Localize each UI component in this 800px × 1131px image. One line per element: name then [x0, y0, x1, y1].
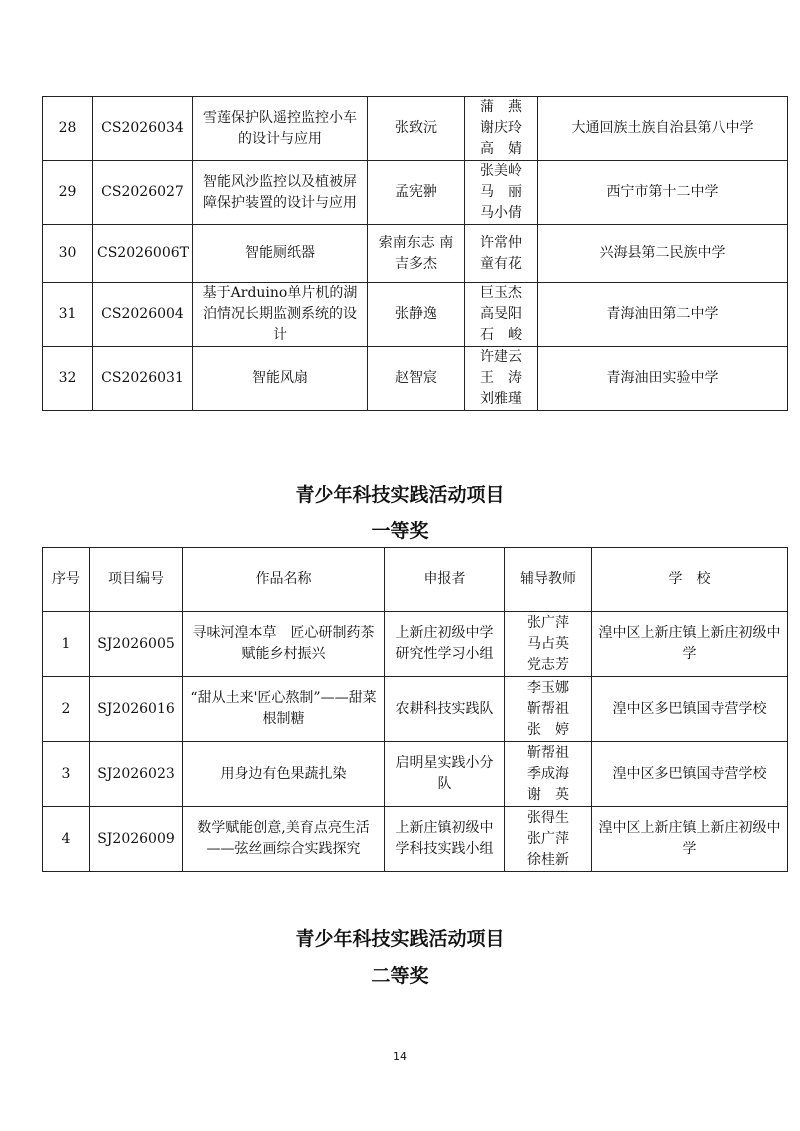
- table-row: [43, 97, 788, 161]
- applicant: 孟宪翀: [368, 161, 465, 225]
- school: 湟中区多巴镇国寺营学校: [592, 677, 788, 742]
- teacher: 马小倩: [480, 205, 522, 221]
- school: 青海油田实验中学: [538, 347, 788, 411]
- teacher: 靳帮祖: [527, 744, 569, 761]
- teacher: 谢 英: [527, 786, 569, 803]
- header-teachers: 辅导教师: [505, 548, 592, 612]
- project-title: 雪莲保护队遥控监控小车的设计与应用: [193, 97, 368, 161]
- first-prize-table: [42, 547, 788, 872]
- teachers: [505, 677, 592, 742]
- teacher: 季成海: [527, 765, 569, 782]
- row-number: 28: [43, 97, 93, 161]
- teacher: 谢庆玲: [480, 120, 522, 136]
- teacher: 徐桂新: [527, 851, 569, 868]
- teacher: 张美岭: [480, 163, 522, 179]
- teacher: 石 峻: [480, 327, 522, 343]
- project-code: CS2026034: [93, 97, 193, 161]
- applicant: 上新庄镇初级中学科技实践小组: [385, 807, 505, 872]
- table-row: [43, 612, 788, 677]
- teacher: 张广萍: [527, 830, 569, 847]
- project-code: SJ2026005: [90, 612, 183, 677]
- school: 湟中区上新庄镇上新庄初级中学: [592, 612, 788, 677]
- teacher: 许建云: [480, 349, 522, 365]
- teachers: [465, 283, 538, 347]
- row-number: 29: [43, 161, 93, 225]
- header-applicant: 申报者: [385, 548, 505, 612]
- teacher: 高 婧: [480, 141, 522, 157]
- section-title: 青少年科技实践活动项目: [295, 928, 505, 950]
- teacher: 蒲 燕: [480, 99, 522, 115]
- project-title: 数学赋能创意,美育点亮生活——弦丝画综合实践探究: [183, 807, 385, 872]
- teachers: [465, 161, 538, 225]
- teacher: 王 涛: [480, 370, 522, 386]
- award-level: 二等奖: [371, 965, 429, 987]
- teacher: 马 丽: [480, 184, 522, 200]
- school: 湟中区多巴镇国寺营学校: [592, 742, 788, 807]
- project-code: SJ2026009: [90, 807, 183, 872]
- teacher: 张 婷: [527, 721, 569, 738]
- row-number: 31: [43, 283, 93, 347]
- row-number: 3: [43, 742, 90, 807]
- project-title: 基于Arduino单片机的湖泊情况长期监测系统的设计: [193, 283, 368, 347]
- applicant: 上新庄初级中学研究性学习小组: [385, 612, 505, 677]
- teachers: [505, 807, 592, 872]
- applicant: 启明星实践小分队: [385, 742, 505, 807]
- applicant: 张静逸: [368, 283, 465, 347]
- school: 大通回族土族自治县第八中学: [538, 97, 788, 161]
- table-header-row: [43, 548, 788, 612]
- header-title: 作品名称: [183, 548, 385, 612]
- section-title: 青少年科技实践活动项目: [295, 484, 505, 506]
- table-row: [43, 677, 788, 742]
- teacher: 刘雅瑾: [480, 391, 522, 407]
- row-number: 32: [43, 347, 93, 411]
- project-code: CS2026031: [93, 347, 193, 411]
- school: 青海油田第二中学: [538, 283, 788, 347]
- teacher: 靳帮祖: [527, 700, 569, 717]
- header-number: 序号: [43, 548, 90, 612]
- teacher: 童有花: [480, 255, 522, 272]
- page-number: 14: [393, 1050, 407, 1063]
- project-title: 智能风沙监控以及植被屏障保护装置的设计与应用: [193, 161, 368, 225]
- table-row: [43, 161, 788, 225]
- teachers: [465, 97, 538, 161]
- applicant: 索南东志 南吉多杰: [368, 225, 465, 283]
- previous-award-table: [42, 96, 788, 411]
- project-title: 用身边有色果蔬扎染: [183, 742, 385, 807]
- header-school: 学 校: [592, 548, 788, 612]
- teacher: 许常仲: [480, 234, 522, 251]
- table-row: [43, 283, 788, 347]
- school: 湟中区上新庄镇上新庄初级中学: [592, 807, 788, 872]
- row-number: 30: [43, 225, 93, 283]
- header-code: 项目编号: [90, 548, 183, 612]
- teacher: 党志芳: [527, 656, 569, 673]
- teacher: 马占英: [527, 635, 569, 652]
- teacher: 李玉娜: [527, 679, 569, 696]
- row-number: 2: [43, 677, 90, 742]
- table-row: [43, 225, 788, 283]
- teachers: [505, 742, 592, 807]
- award-level: 一等奖: [371, 520, 429, 542]
- project-code: SJ2026023: [90, 742, 183, 807]
- applicant: 张致沅: [368, 97, 465, 161]
- row-number: 4: [43, 807, 90, 872]
- project-title: “甜从土来'匠心熬制”——甜菜根制糖: [183, 677, 385, 742]
- table-row: [43, 347, 788, 411]
- project-code: CS2026004: [93, 283, 193, 347]
- applicant: 赵智宸: [368, 347, 465, 411]
- school: 西宁市第十二中学: [538, 161, 788, 225]
- table-row: [43, 742, 788, 807]
- project-title: 智能风扇: [193, 347, 368, 411]
- teacher: 张广萍: [527, 614, 569, 631]
- teachers: [465, 347, 538, 411]
- project-code: SJ2026016: [90, 677, 183, 742]
- project-code: CS2026006T: [93, 225, 193, 283]
- teachers: [465, 225, 538, 283]
- table-row: [43, 807, 788, 872]
- project-code: CS2026027: [93, 161, 193, 225]
- teacher: 高旻阳: [480, 306, 522, 322]
- school: 兴海县第二民族中学: [538, 225, 788, 283]
- applicant: 农耕科技实践队: [385, 677, 505, 742]
- teacher: 巨玉杰: [480, 285, 522, 301]
- teachers: [505, 612, 592, 677]
- row-number: 1: [43, 612, 90, 677]
- teacher: 张得生: [527, 809, 569, 826]
- project-title: 寻味河湟本草 匠心研制药茶 赋能乡村振兴: [183, 612, 385, 677]
- project-title: 智能厕纸器: [193, 225, 368, 283]
